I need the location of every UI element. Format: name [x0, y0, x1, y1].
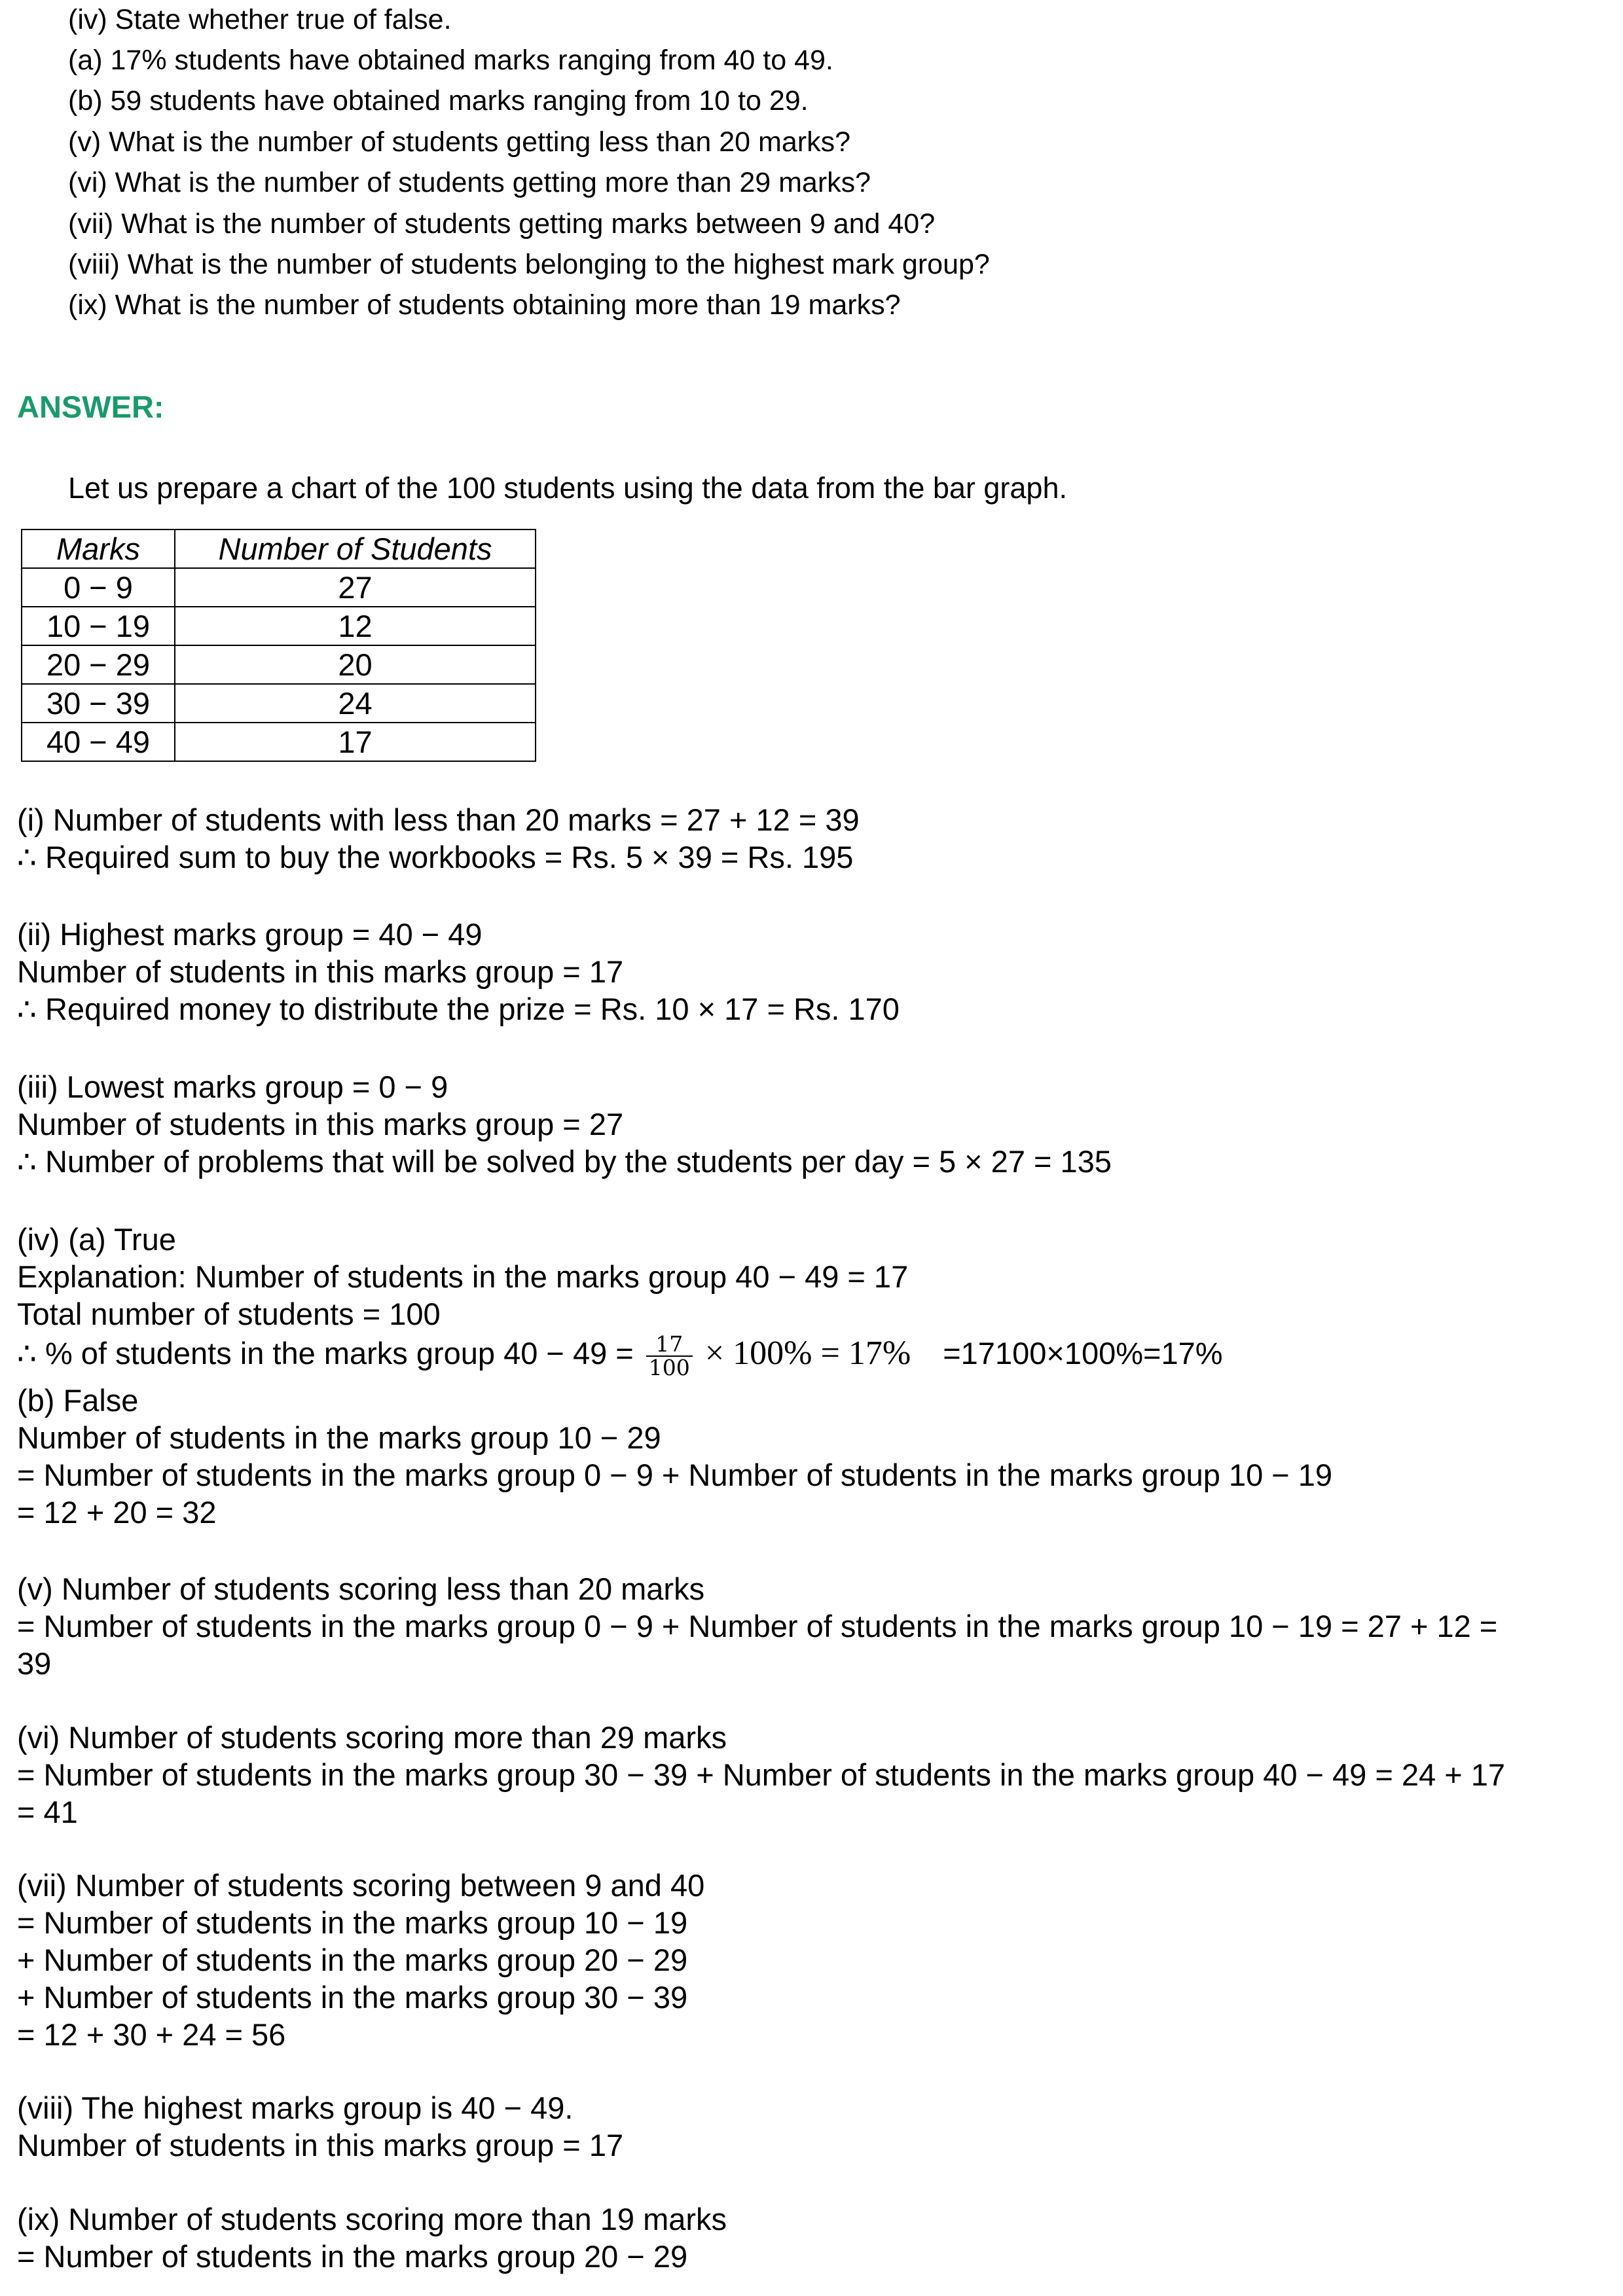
table-cell: 17	[175, 723, 536, 761]
solution-line: (vi) Number of students scoring more than 29 marks	[17, 1720, 727, 1755]
fraction-denominator: 100	[648, 1354, 690, 1380]
table-header-students: Number of Students	[175, 529, 536, 568]
table-row	[22, 684, 536, 723]
table-row	[22, 723, 536, 761]
table-row	[22, 607, 536, 645]
solution-line: Explanation: Number of students in the marks group 40 − 49 = 17	[17, 1259, 909, 1294]
solution-line: = Number of students in the marks group 10 − 19	[17, 1905, 688, 1940]
table-cell: 20	[175, 645, 536, 684]
solution-line: (vii) Number of students scoring between 9 and 40	[17, 1868, 705, 1903]
marks-table	[21, 529, 536, 762]
solution-line: ∴ Required sum to buy the workbooks = Rs. 5 × 39 = Rs. 195	[17, 840, 854, 874]
table-cell: 24	[175, 684, 536, 723]
solution-line: (iii) Lowest marks group = 0 − 9	[17, 1069, 448, 1104]
solution-line: (b) False	[17, 1383, 139, 1418]
solution-line: Number of students in this marks group = 17	[17, 954, 624, 989]
question-line: (viii) What is the number of students belonging to the highest mark group?	[68, 249, 990, 280]
solution-line: = Number of students in the marks group 0 − 9 + Number of students in the marks group 10 − 19 = 27 + 12 =	[17, 1609, 1498, 1643]
percent-equation	[17, 1329, 1223, 1379]
solution-line: (ix) Number of students scoring more than 19 marks	[17, 2202, 727, 2236]
table-cell: 27	[175, 568, 536, 607]
question-line: (b) 59 students have obtained marks ranging from 10 to 29.	[68, 85, 809, 117]
table-cell: 30 − 39	[22, 684, 175, 723]
fraction	[646, 1333, 693, 1379]
table-cell: 12	[175, 607, 536, 645]
solution-line: (i) Number of students with less than 20 marks = 27 + 12 = 39	[17, 802, 860, 837]
question-line: (a) 17% students have obtained marks ranging from 40 to 49.	[68, 45, 833, 76]
table-row	[22, 645, 536, 684]
intro-text: Let us prepare a chart of the 100 students using the data from the bar graph.	[68, 471, 1067, 505]
solution-line: 39	[17, 1646, 52, 1681]
solution-line: ∴ Number of problems that will be solved by the students per day = 5 × 27 = 135	[17, 1144, 1112, 1179]
solution-line: Number of students in this marks group = 17	[17, 2128, 624, 2162]
table-cell: 40 − 49	[22, 723, 175, 761]
solution-line: + Number of students in the marks group 30 − 39	[17, 1980, 688, 2015]
question-line: (iv) State whether true of false.	[68, 4, 452, 35]
solution-line: + Number of students in the marks group 20 − 29	[17, 1943, 688, 1977]
table-header-marks: Marks	[22, 529, 175, 568]
solution-line: Number of students in the marks group 10 − 29	[17, 1420, 661, 1455]
table-cell: 10 − 19	[22, 607, 175, 645]
solution-line: = Number of students in the marks group 30 − 39 + Number of students in the marks group 40 − 49 = 24 + 17	[17, 1757, 1506, 1792]
solution-line: (ii) Highest marks group = 40 − 49	[17, 917, 483, 952]
solution-line: = 12 + 20 = 32	[17, 1495, 217, 1530]
fraction-numerator: 17	[646, 1333, 693, 1357]
table-cell: 20 − 29	[22, 645, 175, 684]
question-line: (vi) What is the number of students getting more than 29 marks?	[68, 167, 871, 198]
solution-line: (viii) The highest marks group is 40 − 49.	[17, 2090, 574, 2125]
answer-heading: ANSWER:	[17, 389, 164, 424]
table-header-row	[22, 529, 536, 568]
solution-line: = 12 + 30 + 24 = 56	[17, 2017, 286, 2052]
question-line: (vii) What is the number of students getting marks between 9 and 40?	[68, 208, 936, 240]
equation-rest: × 100% = 17%	[704, 1335, 911, 1372]
solution-line: ∴ Required money to distribute the prize = Rs. 10 × 17 = Rs. 170	[17, 992, 900, 1026]
solution-line: Total number of students = 100	[17, 1297, 441, 1331]
solution-line: = 41	[17, 1795, 78, 1829]
solution-line: (v) Number of students scoring less than 20 marks	[17, 1571, 705, 1606]
question-line: (ix) What is the number of students obtaining more than 19 marks?	[68, 289, 901, 321]
solution-line: = Number of students in the marks group 20 − 29	[17, 2239, 688, 2274]
equation-alt-text: =17100×100%=17%	[943, 1336, 1223, 1371]
table-cell: 0 − 9	[22, 568, 175, 607]
equation-prefix: ∴ % of students in the marks group 40 − 49 =	[17, 1336, 634, 1371]
solution-line: Number of students in this marks group = 27	[17, 1107, 624, 1141]
question-line: (v) What is the number of students getting less than 20 marks?	[68, 126, 851, 158]
solution-line: (iv) (a) True	[17, 1222, 176, 1257]
table-row	[22, 568, 536, 607]
solution-line: = Number of students in the marks group 0 − 9 + Number of students in the marks group 10 − 19	[17, 1458, 1333, 1492]
